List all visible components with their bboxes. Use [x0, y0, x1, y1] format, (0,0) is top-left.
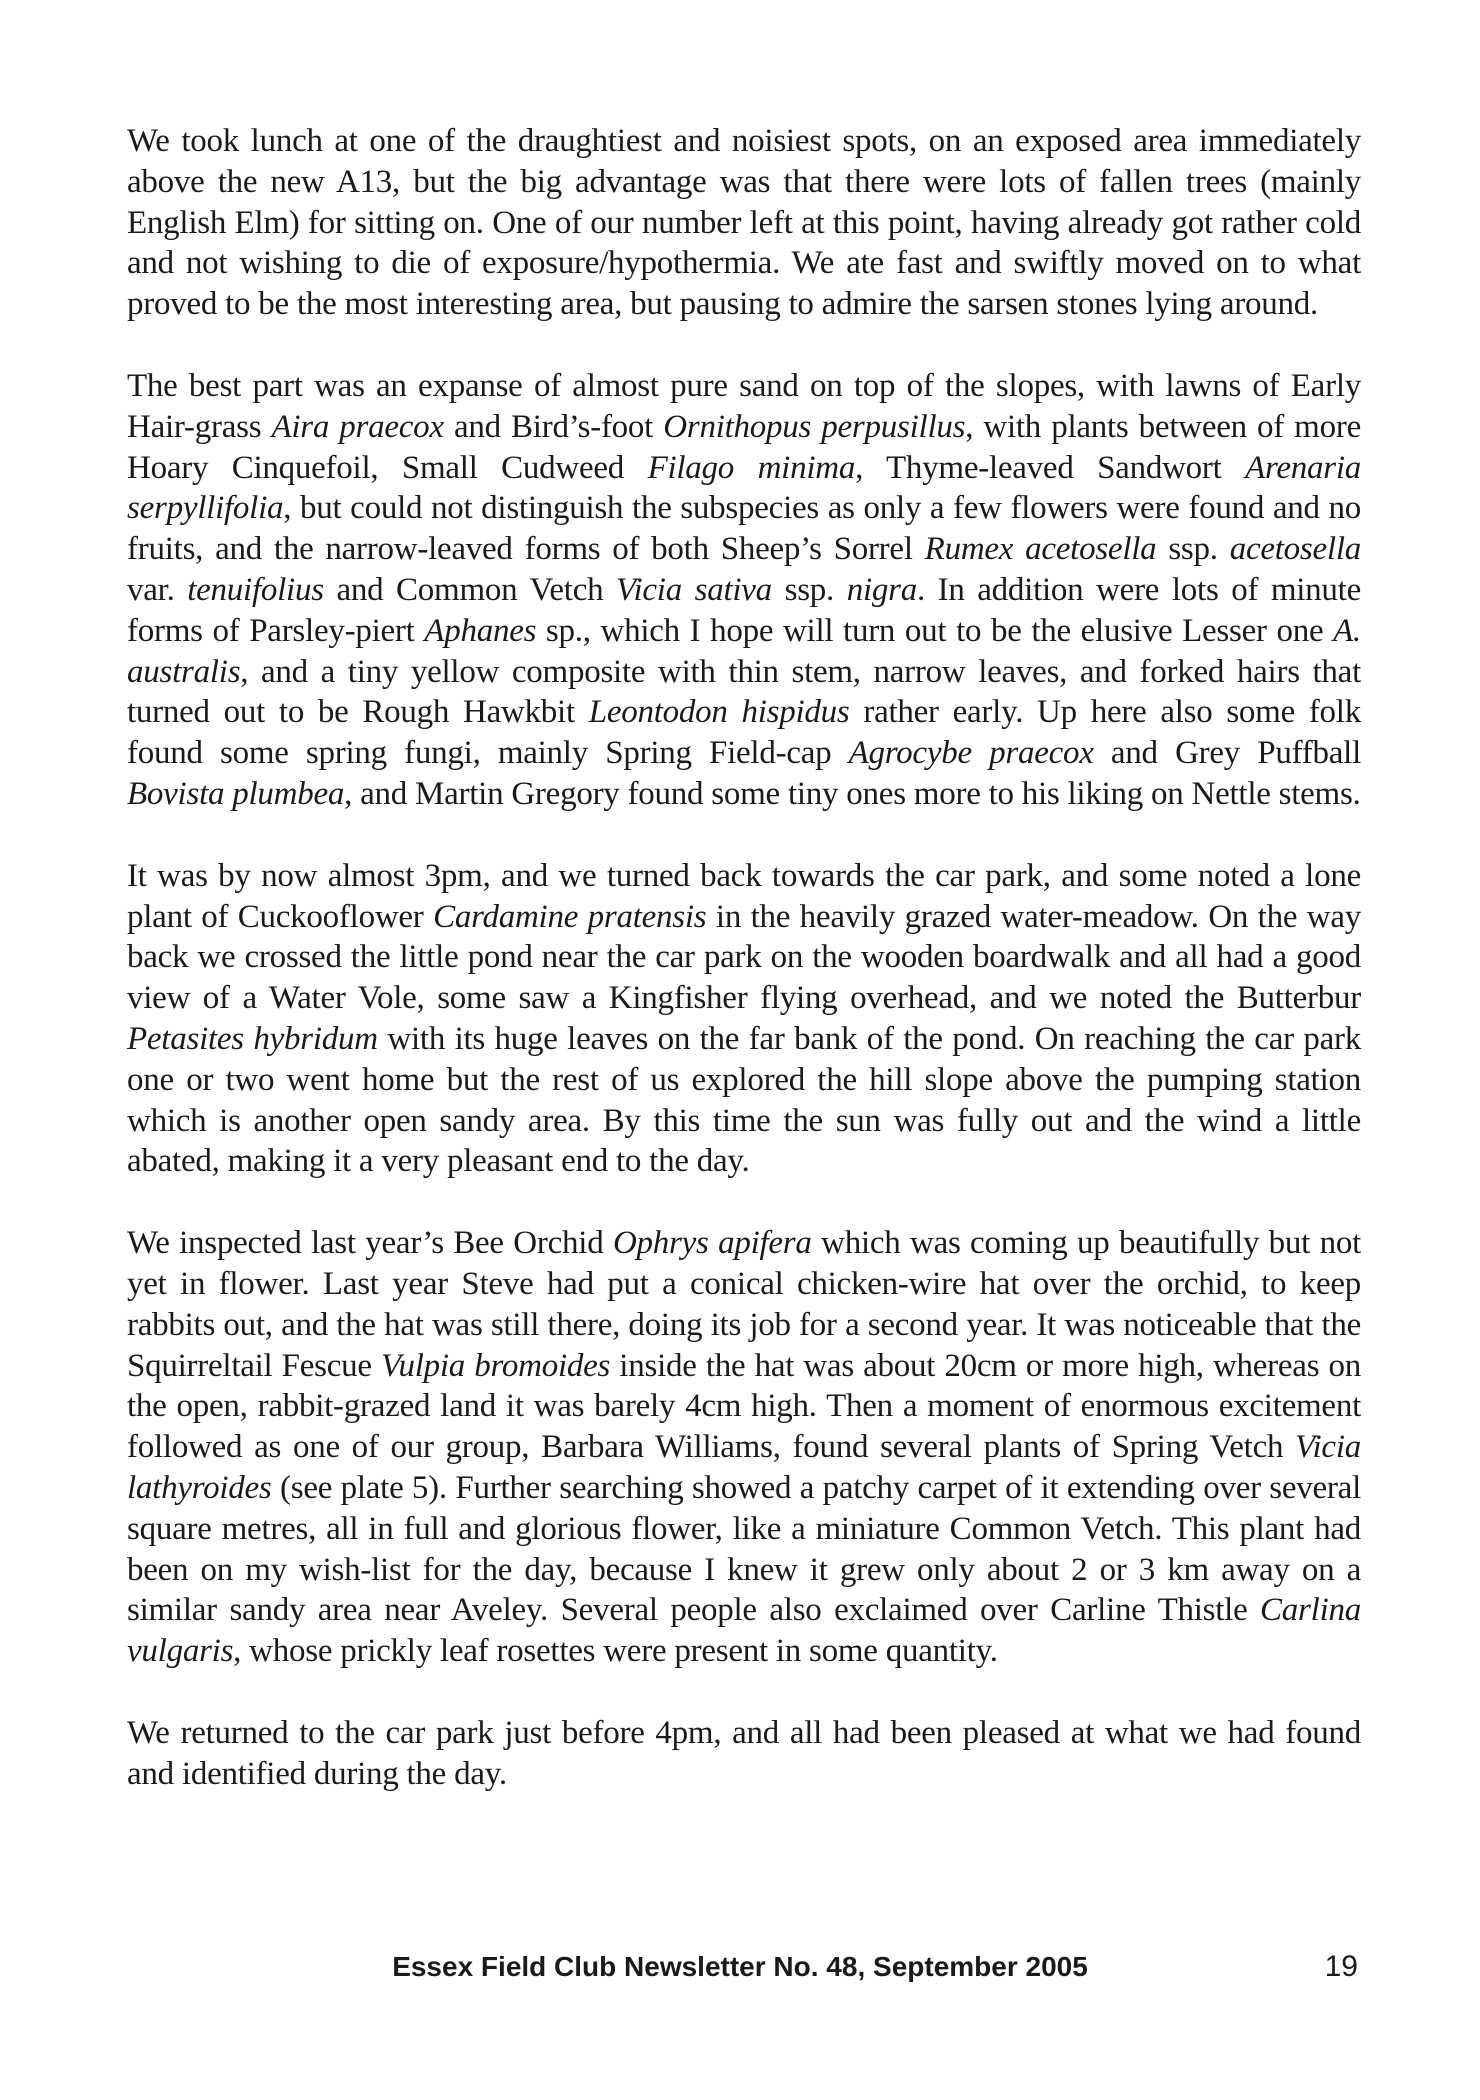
text-run: and Grey Puffball: [1093, 735, 1362, 772]
footer-newsletter-title: Essex Field Club Newsletter No. 48, September 2005: [392, 1951, 1088, 1982]
text-run: , whose prickly leaf rosettes were present in some quantity.: [233, 1633, 998, 1670]
text-run: in the heavily grazed water-meadow. On the way back we crossed the little pond near the car park on the wooden boardwalk and all had a good view of a Water Vole, some saw a Kingfisher flying overhead, and we noted the Butterbur: [127, 898, 1361, 1017]
species-name: acetosella: [1229, 531, 1361, 568]
text-run: We took lunch at one of the draughtiest and noisiest spots, on an exposed area immediately above the new A13, but the big advantage was that there were lots of fallen trees (mainly English Elm) for sitting on. One of our number left at this point, having already got rather cold and not wishing to die of exposure/hypothermia. We ate fast and swiftly moved on to what proved to be the most interesting area, but pausing to admire the sarsen stones lying around.: [127, 123, 1361, 323]
text-run: . In addition were lots of minute forms of Parsley-piert: [127, 571, 1361, 649]
paragraph-4: [127, 1223, 1361, 1672]
text-run: sp., which I hope will turn out to be the elusive Lesser one: [536, 612, 1334, 649]
text-run: We inspected last year’s Bee Orchid: [127, 1225, 613, 1262]
text-run: , and Martin Gregory found some tiny ones more to his liking on Nettle stems.: [344, 775, 1361, 812]
text-run: which was coming up beautifully but not yet in flower. Last year Steve had put a conical chicken-wire hat over the orchid, to keep rabbits out, and the hat was still there, doing its job for a second year. It was noticeable that the Squirreltail Fescue: [127, 1225, 1361, 1384]
text-run: (see plate 5). Further searching showed a patchy carpet of it extending over several square metres, all in full and glorious flower, like a miniature Common Vetch. This plant had been on my wish-list for the day, because I knew it grew only about 2 or 3 km away on a similar sandy area near Aveley. Several people also exclaimed over Carline Thistle: [127, 1469, 1361, 1629]
species-name: Leontodon hispidus: [588, 694, 850, 731]
paragraph-3: [127, 856, 1361, 1182]
text-run: ssp.: [1156, 531, 1230, 568]
text-run: , Thyme-leaved Sandwort: [855, 449, 1246, 486]
text-run: with its huge leaves on the far bank of the pond. On reaching the car park one or two went home but the rest of us explored the hill slope above the pumping station which is another open sandy area. By this time the sun was fully out and the wind a little abated, making it a very pleasant end to the day.: [127, 1020, 1361, 1180]
species-name: Ornithopus perpusillus: [663, 408, 966, 445]
paragraph-2: [127, 366, 1361, 815]
species-name: Carlina vulgaris: [127, 1592, 1361, 1670]
article-body: [127, 121, 1361, 1794]
text-run: and Common Vetch: [323, 571, 616, 608]
text-run: It was by now almost 3pm, and we turned back towards the car park, and some noted a lone plant of Cuckooflower: [127, 857, 1361, 935]
text-run: , and a tiny yellow composite with thin stem, narrow leaves, and forked hairs that turned out to be Rough Hawkbit: [127, 653, 1361, 731]
species-name: Arenaria serpyllifolia: [127, 449, 1362, 527]
species-name: nigra: [846, 571, 917, 608]
species-name: Filago minima: [647, 449, 856, 486]
species-name: Vulpia bromoides: [381, 1347, 611, 1384]
species-name: tenuifolius: [187, 571, 324, 608]
text-run: , but could not distinguish the subspecies as only a few flowers were found and no fruits, and the narrow-leaved forms of both Sheep’s Sorrel: [127, 490, 1361, 568]
species-name: Agrocybe praecox: [848, 735, 1094, 772]
species-name: Bovista plumbea: [127, 775, 345, 812]
paragraph-5: [127, 1713, 1361, 1795]
species-name: Rumex acetosella: [924, 531, 1157, 568]
paragraph-1: [127, 121, 1361, 325]
page-number: 19: [1324, 1950, 1358, 1983]
text-run: We returned to the car park just before 4pm, and all had been pleased at what we had found and identified during the day.: [127, 1714, 1361, 1792]
species-name: A. australis: [127, 612, 1361, 690]
species-name: Aphanes: [424, 612, 537, 649]
text-run: rather early. Up here also some folk found some spring fungi, mainly Spring Field-cap: [127, 694, 1361, 772]
species-name: Vicia sativa: [616, 571, 772, 608]
text-run: The best part was an expanse of almost pure sand on top of the slopes, with lawns of Early Hair-grass: [127, 367, 1361, 445]
species-name: Aira praecox: [271, 408, 444, 445]
text-run: ssp.: [771, 571, 847, 608]
species-name: Cardamine pratensis: [433, 898, 707, 935]
text-run: inside the hat was about 20cm or more high, whereas on the open, rabbit-grazed land it was barely 4cm high. Then a moment of enormous excitement followed as one of our group, Barbara Williams, found several plants of Spring Vetch: [127, 1347, 1361, 1466]
species-name: Ophrys apifera: [612, 1225, 812, 1262]
species-name: Petasites hybridum: [127, 1020, 378, 1057]
text-run: , with plants between of more Hoary Cinquefoil, Small Cudweed: [127, 408, 1361, 486]
species-name: Vicia lathyroides: [127, 1429, 1361, 1506]
text-run: and Bird’s-foot: [443, 408, 664, 445]
text-run: var.: [127, 571, 188, 608]
